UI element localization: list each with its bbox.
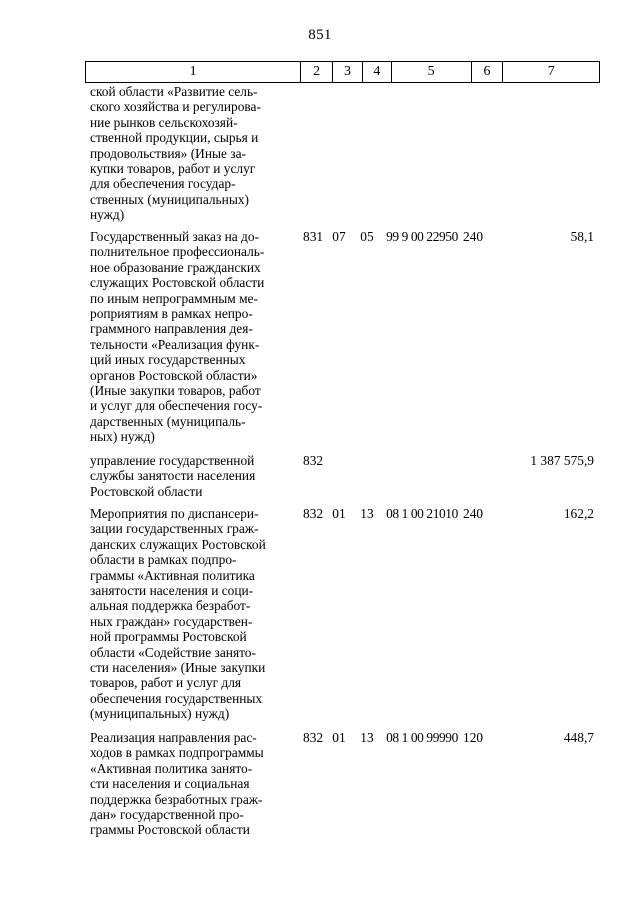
table-header-row	[85, 61, 600, 83]
row-description: ской области «Развитие сель- ского хозяйства и регулирова- ние рынков сельскохозяй- ственной продукции, сырья и продовольствия» (Иные за- купки товаров, работ и услуг для обеспечения государ- ственных (муниципальных) нужд)	[90, 84, 261, 223]
row-section-code	[325, 84, 353, 229]
row-expense-type-code: 240	[463, 229, 484, 244]
row-section-code: 07	[332, 229, 346, 244]
row-subsection-code: 05	[360, 229, 374, 244]
row-department-code: 832	[303, 453, 324, 468]
row-subsection-code	[353, 84, 381, 229]
row-target-article-code: 08 1 00 21010	[386, 506, 458, 521]
row-section-code: 01	[332, 730, 346, 745]
column-header-3: 3	[332, 62, 362, 82]
table-row	[90, 84, 600, 229]
page-number: 851	[308, 27, 332, 43]
row-target-article-code: 99 9 00 22950	[386, 229, 458, 244]
row-department-code: 832	[303, 730, 324, 745]
table-body	[90, 84, 600, 842]
table-row	[90, 453, 600, 506]
row-target-article-code: 08 1 00 99990	[386, 730, 458, 745]
table-row	[90, 229, 600, 453]
row-expense-type-code	[463, 84, 493, 229]
row-expense-type-code: 120	[463, 730, 484, 745]
row-amount: 1 387 575,9	[530, 453, 594, 468]
column-header-1: 1	[189, 64, 197, 79]
row-description: управление государственной службы занятости населения Ростовской области	[90, 453, 256, 499]
row-subsection-code: 13	[360, 730, 374, 745]
row-amount: 448,7	[563, 730, 594, 745]
column-header-5: 5	[391, 62, 471, 82]
row-description: Реализация направления рас- ходов в рамках подпрограммы «Активная политика занято- сти населения и социальная поддержка безработных граж- дан» государственной про- граммы Ростовской области	[90, 730, 264, 838]
row-subsection-code: 13	[360, 506, 374, 521]
row-department-code	[303, 84, 317, 229]
table-row	[90, 506, 600, 730]
row-expense-type-code: 240	[463, 506, 484, 521]
row-description: Государственный заказ на до- полнительное профессиональ- ное образование гражданских служащих Ростовской области по иным непрограммным ме- роприятиям в рамках непро- граммного направления дея- тельности «Реализация функ- ций иных государственных органов Ростовской области» (Иные закупки товаров, работ и услуг для обеспечения госу- дарственных (муниципаль- ных) нужд)	[90, 229, 265, 445]
row-amount	[493, 84, 598, 229]
table-row	[90, 730, 600, 842]
column-header-6: 6	[471, 62, 503, 82]
row-amount: 58,1	[570, 229, 594, 244]
row-description: Мероприятия по диспансери- зации государственных граж- данских служащих Ростовской области в рамках подпро- граммы «Активная политика занятости населения и соци- альная поддержка безработ- ных граждан» государствен- ной программы Ростовской области «Содействие занято- сти населения» (Иные закупки товаров, работ и услуг для обеспечения государственных (муниципальных) нужд)	[90, 506, 266, 722]
column-header-2: 2	[300, 62, 332, 82]
row-target-article-code	[381, 84, 463, 229]
row-section-code: 01	[332, 506, 346, 521]
row-subsection-code	[353, 453, 381, 506]
row-target-article-code	[381, 453, 463, 506]
row-department-code: 832	[303, 506, 324, 521]
row-amount: 162,2	[563, 506, 594, 521]
row-department-code: 831	[303, 229, 324, 244]
column-header-4: 4	[362, 62, 391, 82]
column-header-7: 7	[502, 62, 599, 82]
row-section-code	[325, 453, 353, 506]
row-expense-type-code	[463, 453, 493, 506]
